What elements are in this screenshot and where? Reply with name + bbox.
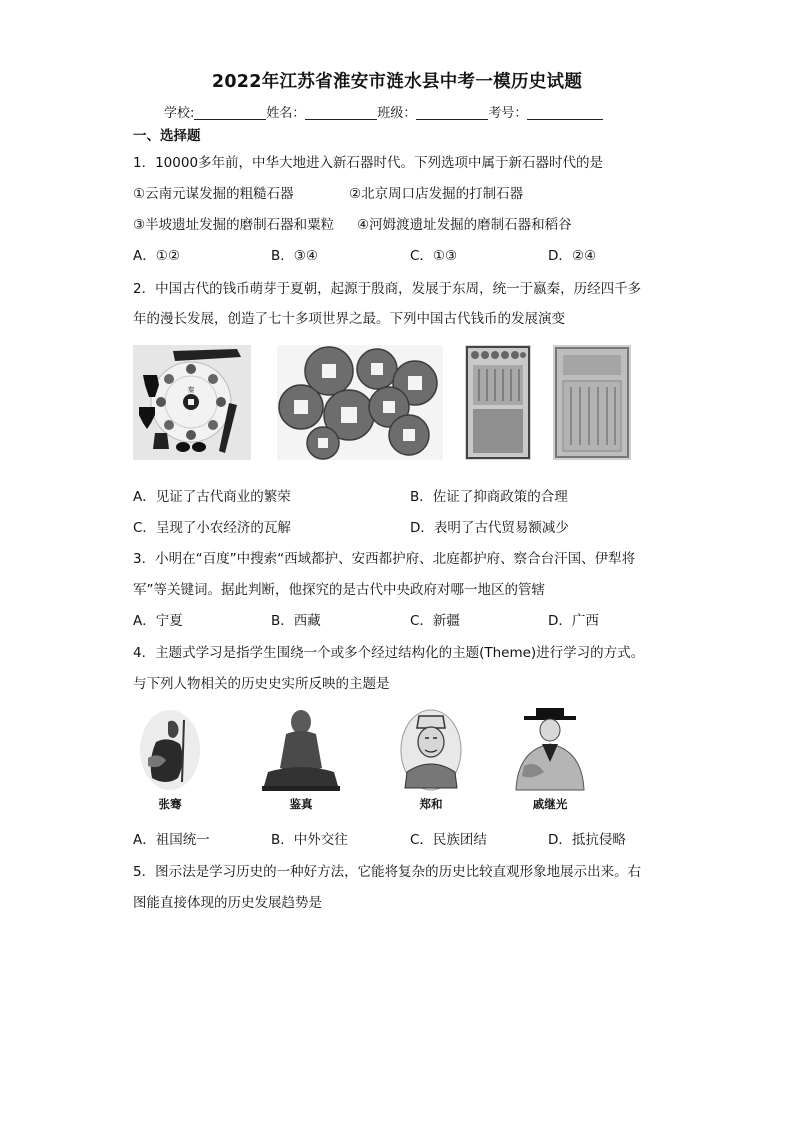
exam-title: 2022年江苏省淮安市涟水县中考一模历史试题 [211, 72, 583, 92]
section-heading: 一、选择题 [133, 128, 201, 144]
ming-note-image [553, 345, 631, 460]
jiaozi-note-image [465, 345, 531, 460]
q4-option-c[interactable]: C．民族团结 [410, 832, 487, 848]
q4-stem-line-1: 4．主题式学习是指学生围绕一个或多个经过结构化的主题(Theme)进行学习的方式。 [133, 645, 645, 661]
class-blank[interactable] [416, 106, 488, 120]
q2-option-c[interactable]: C．呈现了小农经济的瓦解 [133, 520, 291, 536]
q2-stem-line-1: 2．中国古代的钱币萌芽于夏朝，起源于殷商，发展于东周，统一于嬴秦，历经四千多 [133, 281, 642, 297]
q4-option-b[interactable]: B．中外交往 [271, 832, 348, 848]
q1-option-c[interactable]: C．①③ [410, 248, 458, 264]
zheng-he-portrait [399, 708, 463, 792]
class-label: 班级： [377, 106, 417, 121]
q2-stem-line-2: 年的漫长发展，创造了七十多项世界之最。下列中国古代钱币的发展演变 [133, 311, 565, 327]
q1-item-2: ②北京周口店发掘的打制石器 [349, 186, 524, 202]
q2-option-b[interactable]: B．佐证了抑商政策的合理 [410, 489, 568, 505]
q1-item-1: ①云南元谋发掘的粗糙石器 [133, 186, 294, 202]
q1-option-d[interactable]: D．②④ [548, 248, 597, 264]
q3-option-a[interactable]: A．宁夏 [133, 613, 183, 629]
q2-option-d[interactable]: D．表明了古代贸易额减少 [410, 520, 569, 536]
q3-stem-line-2: 军”等关键词。据此判断，他探究的是古代中央政府对哪一地区的管辖 [133, 582, 545, 598]
q5-stem-line-1: 5．图示法是学习历史的一种好方法，它能将复杂的历史比较直观形象地展示出来。右 [133, 864, 642, 880]
q4-stem-line-2: 与下列人物相关的历史史实所反映的主题是 [133, 676, 390, 692]
q1-option-b[interactable]: B．③④ [271, 248, 318, 264]
early-coins-image [133, 345, 251, 460]
q3-option-c[interactable]: C．新疆 [410, 613, 460, 629]
q1-item-4: ④河姆渡遗址发掘的磨制石器和稻谷 [357, 217, 572, 233]
school-blank[interactable] [194, 106, 266, 120]
q4-option-a[interactable]: A．祖国统一 [133, 832, 210, 848]
name-label: 姓名： [266, 106, 306, 121]
name-blank[interactable] [305, 106, 377, 120]
q1-item-3: ③半坡遗址发掘的磨制石器和粟粒 [133, 217, 335, 233]
zhang-qian-portrait [138, 708, 202, 792]
caption-qi-jiguang: 戚继光 [532, 797, 568, 811]
student-info-row [164, 102, 603, 121]
jianzhen-statue [258, 706, 344, 792]
q1-option-a[interactable]: A．①② [133, 248, 180, 264]
school-label: 学校: [164, 106, 195, 121]
exam-number-label: 考号： [488, 106, 528, 121]
caption-zhang-qian: 张骞 [158, 797, 182, 811]
q4-option-d[interactable]: D．抵抗侵略 [548, 832, 626, 848]
q1-stem: 1．10000多年前，中华大地进入新石器时代。下列选项中属于新石器时代的是 [133, 155, 604, 171]
square-hole-coins-image [277, 345, 443, 460]
exam-number-blank[interactable] [527, 106, 603, 120]
caption-jianzhen: 鉴真 [289, 797, 313, 811]
q2-option-a[interactable]: A．见证了古代商业的繁荣 [133, 489, 291, 505]
q3-option-b[interactable]: B．西藏 [271, 613, 321, 629]
q3-stem-line-1: 3．小明在“百度”中搜索“西域都护、安西都护府、北庭都护府、察合台汗国、伊犁将 [133, 551, 636, 567]
caption-zheng-he: 郑和 [419, 797, 443, 811]
q5-stem-line-2: 图能直接体现的历史发展趋势是 [133, 895, 322, 911]
q3-option-d[interactable]: D．广西 [548, 613, 599, 629]
qi-jiguang-portrait [508, 706, 592, 792]
seal-character: 秦 [187, 386, 195, 394]
